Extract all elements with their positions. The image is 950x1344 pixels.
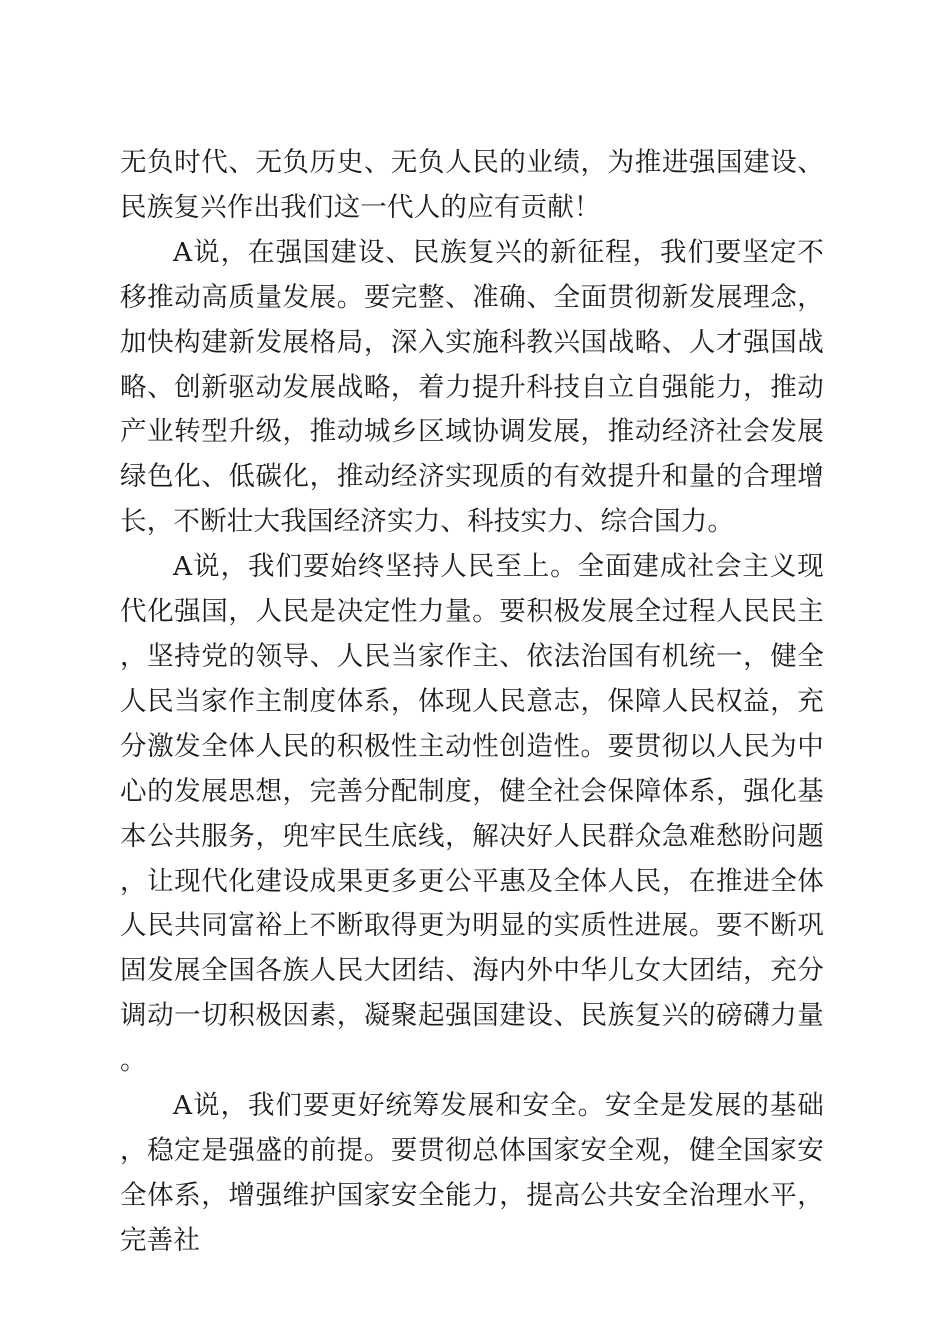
paragraph-development-and-security: A说，我们要更好统筹发展和安全。安全是发展的基础，稳定是强盛的前提。要贯彻总体国家安全观，健全国家安全体系，增强维护国家安全能力，提高公共安全治理水平，完善社 (120, 1090, 824, 1256)
document-body (120, 141, 824, 1264)
paragraph-continuation: 无负时代、无负历史、无负人民的业绩，为推进强国建设、民族复兴作出我们这一代人的应有贡献！ (120, 147, 824, 223)
paragraph-high-quality-development: A说，在强国建设、民族复兴的新征程，我们要坚定不移推动高质量发展。要完整、准确、全面贯彻新发展理念，加快构建新发展格局，深入实施科教兴国战略、人才强国战略、创新驱动发展战略，着力提升科技自立自强能力，推动产业转型升级，推动城乡区域协调发展，推动经济社会发展绿色化、低碳化，推动经济实现质的有效提升和量的合理增长，不断壮大我国经济实力、科技实力、综合国力。 (120, 236, 824, 538)
paragraph-people-first: A说，我们要始终坚持人民至上。全面建成社会主义现代化强国，人民是决定性力量。要积极发展全过程人民民主，坚持党的领导、人民当家作主、依法治国有机统一，健全人民当家作主制度体系，体现人民意志，保障人民权益，充分激发全体人民的积极性主动性创造性。要贯彻以人民为中心的发展思想，完善分配制度，健全社会保障体系，强化基本公共服务，兜牢民生底线，解决好人民群众急难愁盼问题，让现代化建设成果更多更公平惠及全体人民，在推进全体人民共同富裕上不断取得更为明显的实质性进展。要不断巩固发展全国各族人民大团结、海内外中华儿女大团结，充分调动一切积极因素，凝聚起强国建设、民族复兴的磅礴力量。 (120, 551, 824, 1077)
